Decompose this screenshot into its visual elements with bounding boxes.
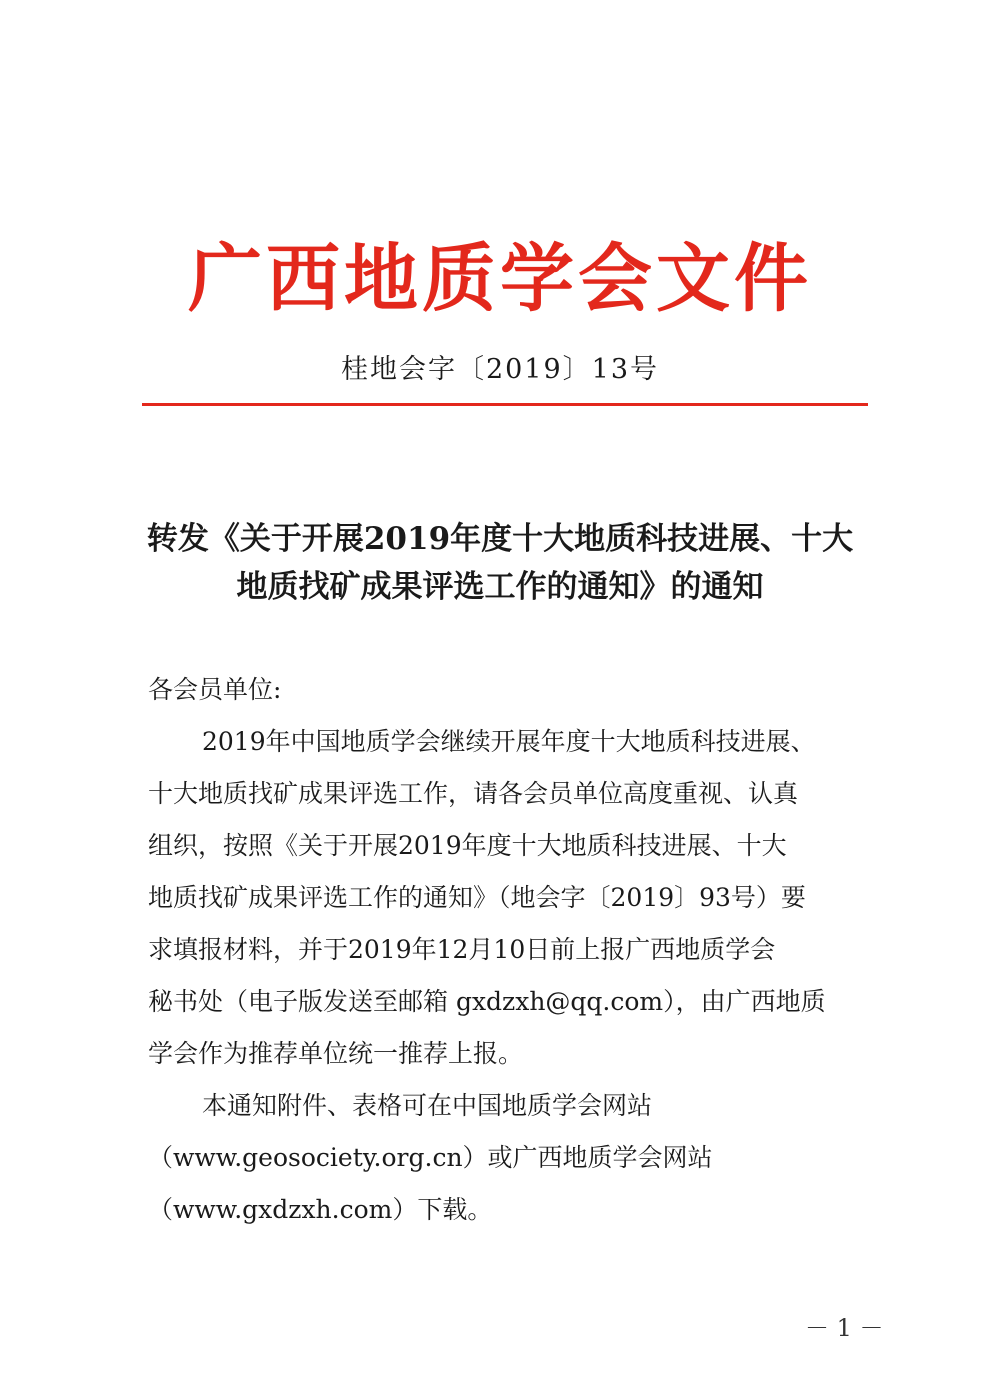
body-line: 学会作为推荐单位统一推荐上报。 — [148, 1039, 524, 1068]
notice-body — [148, 664, 878, 1236]
notice-title-line: 转发《关于开展2019年度十大地质科技进展、十大 — [146, 521, 854, 557]
header-divider — [142, 403, 868, 406]
body-line: 秘书处（电子版发送至邮箱 gxdzxh@qq.com），由广西地质 — [148, 987, 826, 1016]
paragraph-1 — [148, 716, 878, 1080]
salutation: 各会员单位: — [148, 675, 282, 704]
notice-title-line: 地质找矿成果评选工作的通知》的通知 — [236, 569, 764, 605]
body-line: 十大地质找矿成果评选工作，请各会员单位高度重视、认真 — [148, 779, 799, 808]
body-line: 地质找矿成果评选工作的通知》（地会字〔2019〕93号）要 — [148, 883, 806, 912]
page-number: － 1 － — [805, 1314, 884, 1342]
body-line: （www.gxdzxh.com）下载。 — [148, 1195, 493, 1224]
body-line: 本通知附件、表格可在中国地质学会网站 — [202, 1091, 653, 1120]
notice-title — [120, 515, 880, 611]
body-line: （www.geosociety.org.cn）或广西地质学会网站 — [148, 1143, 713, 1172]
body-line: 2019年中国地质学会继续开展年度十大地质科技进展、 — [202, 727, 816, 756]
document-header-title: 广西地质学会文件 — [188, 236, 812, 322]
document-number: 桂地会字〔2019〕13号 — [340, 354, 660, 385]
body-line: 求填报材料，并于2019年12月10日前上报广西地质学会 — [148, 935, 776, 964]
paragraph-2 — [148, 1080, 878, 1236]
body-line: 组织，按照《关于开展2019年度十大地质科技进展、十大 — [148, 831, 787, 860]
